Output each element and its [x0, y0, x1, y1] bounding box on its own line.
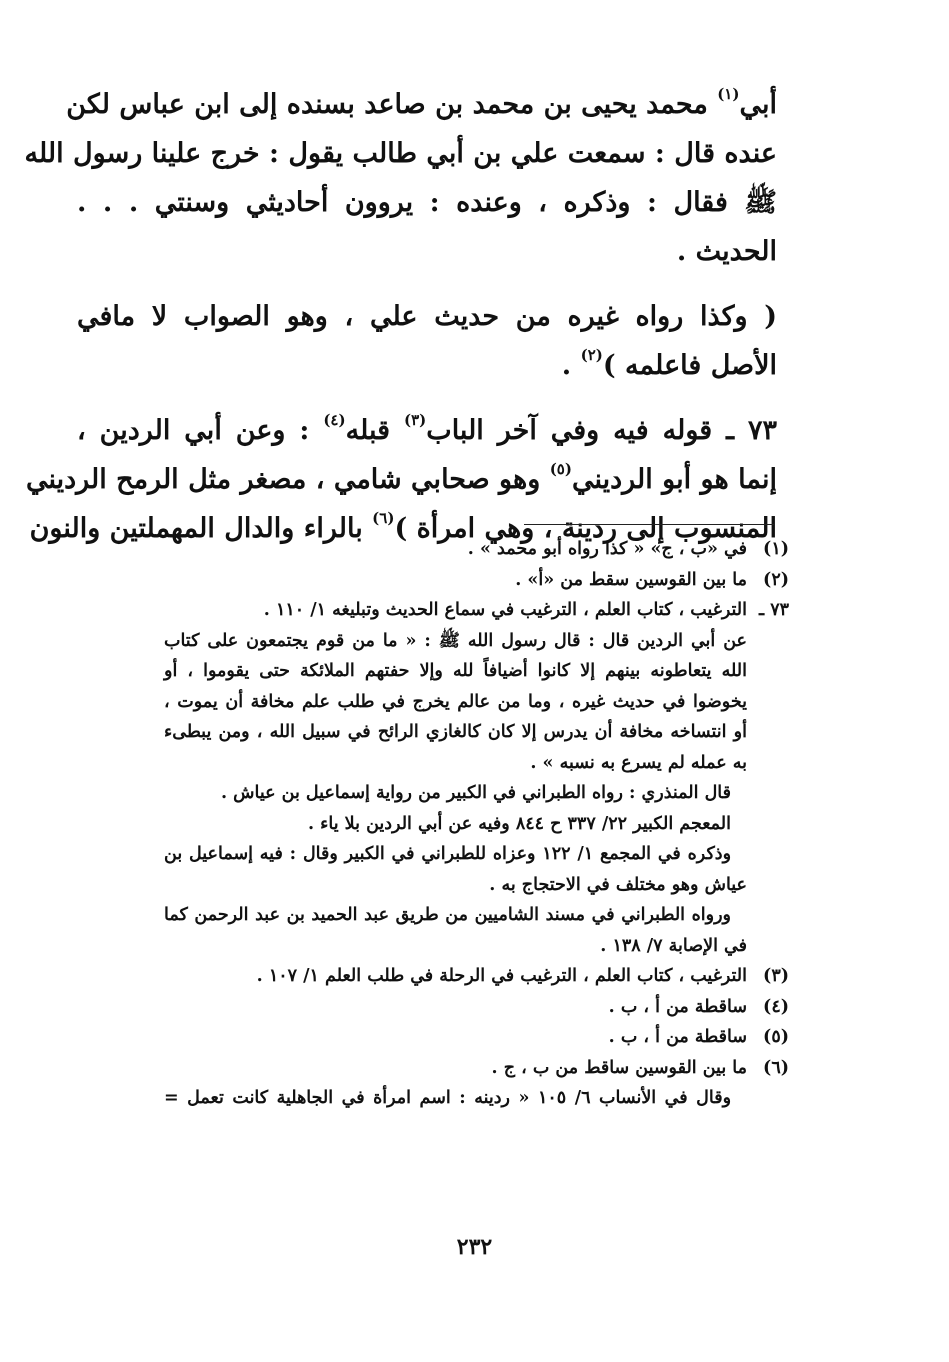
footnote-text: به عمله لم يسرع به نسبه » .	[530, 752, 747, 773]
footnote-marker: (١)	[717, 85, 740, 103]
line-text: .	[561, 350, 581, 381]
footnote-line	[164, 626, 789, 657]
footnote-number: ٧٣ ـ	[758, 600, 789, 620]
footnote-number: (٤)	[763, 996, 789, 1017]
line-text: أبي	[739, 89, 777, 120]
main-text-line	[77, 178, 777, 227]
footnote-line	[164, 870, 789, 901]
line-text: بالراء والدال المهملتين والنون	[29, 513, 373, 544]
footnote-text: وقال في الأنساب ٦/ ١٠٥ « ردينه : اسم امرأة في الجاهلية كانت تعمل =	[164, 1088, 732, 1108]
footnote-line	[164, 931, 789, 962]
line-text: الحديث .	[676, 236, 777, 267]
main-text-line	[77, 227, 777, 276]
footnote-text: قال المنذري : رواه الطبراني في الكبير من رواية إسماعيل بن عياش .	[220, 783, 731, 803]
footnote-marker: (٦)	[372, 509, 395, 527]
footnote-text: يخوضوا في حديث غيره ، وما من عالم يخرج في طلب علم مخافة أن يموت ،	[164, 691, 747, 712]
footnote-line	[164, 992, 789, 1023]
footnote-text: الله يتعاطونه بينهم إلا كانوا أضيافاً لله وإلا حفتهم الملائكة حتى يقوموا ، أو	[164, 661, 747, 681]
footnote-line	[164, 778, 789, 809]
footnote-text: ورواه الطبراني في مسند الشاميين من طريق عبد الحميد بن عبد الرحمن كما	[164, 905, 731, 925]
footnote-line	[164, 687, 789, 718]
footnote-number: (٢)	[763, 569, 789, 590]
footnote-line	[164, 809, 789, 840]
line-text: ( وكذا رواه غيره من حديث علي ، وهو الصواب لا مافي	[77, 301, 777, 332]
footnote-line	[164, 534, 789, 565]
footnote-line	[164, 839, 789, 870]
footnote-text: ما بين القوسين سقط من «أ» .	[515, 569, 747, 590]
footnote-text: أو انتساخه مخافة أن يدرس إلا كان كالغازي الرائح في سبيل الله ، ومن يبطىء	[164, 722, 747, 742]
paragraph-gap	[77, 390, 777, 406]
main-text-line	[66, 80, 777, 129]
footnote-line	[164, 656, 789, 687]
main-text-line	[77, 292, 777, 341]
line-text: ٧٣ ـ قوله فيه وفي آخر الباب	[426, 415, 777, 446]
main-text-line	[77, 341, 777, 390]
footnote-line	[164, 1053, 789, 1084]
line-text: الأصل فاعلمه )	[602, 350, 777, 381]
line-text: المنسوب إلى ردينة ، وهي امرأة )	[394, 513, 777, 544]
footnote-marker: (٤)	[323, 411, 346, 429]
line-text: ﷺ فقال : وذكره ، وعنده : يروون أحاديثي وسنتي . . .	[77, 187, 777, 218]
main-text-line	[25, 455, 777, 504]
footnote-number: (١)	[763, 539, 789, 559]
main-text-line	[24, 129, 777, 178]
footnote-text: وذكره في المجمع ١/ ١٢٢ وعزاه للطبراني في الكبير وقال : فيه إسماعيل بن	[164, 844, 732, 864]
footnote-line	[164, 900, 789, 931]
footnote-line	[164, 748, 789, 779]
footnote-marker: (٣)	[404, 411, 427, 429]
page-number: ٢٣٢	[456, 1234, 493, 1260]
footnote-line	[164, 595, 789, 626]
footnote-text: في «ب ، ج» « كذا رواه أبو محمد » .	[467, 539, 747, 559]
footnote-line	[164, 565, 789, 596]
paragraph-gap	[77, 276, 777, 292]
footnote-text: ساقطة من أ ، ب .	[608, 996, 747, 1017]
footnote-text: ساقطة من أ ، ب .	[608, 1027, 747, 1047]
footnote-marker: (٥)	[549, 460, 572, 478]
footnote-text: الترغيب ، كتاب العلم ، الترغيب في الرحلة في طلب العلم ١/ ١٠٧ .	[256, 966, 747, 986]
footnote-number: (٥)	[763, 1027, 789, 1047]
main-text-line	[77, 406, 777, 455]
footnote-text: المعجم الكبير ٢٢/ ٣٣٧ ح ٨٤٤ وفيه عن أبي الردين بلا ياء .	[307, 813, 731, 834]
footnote-number: (٦)	[763, 1057, 789, 1078]
footnote-number: (٣)	[763, 966, 789, 986]
footnotes-section	[164, 534, 789, 1114]
footnote-line	[164, 1083, 789, 1114]
footnote-line	[164, 717, 789, 748]
footnote-separator	[524, 524, 774, 525]
footnote-text: عن أبي الردين قال : قال رسول الله ﷺ : « ما من قوم يجتمعون على كتاب	[164, 630, 747, 651]
footnote-text: في الإصابة ٧/ ١٣٨ .	[600, 935, 747, 956]
line-text: قبله	[345, 415, 404, 446]
line-text: إنما هو أبو الرديني	[571, 464, 777, 495]
footnote-marker: (٢)	[580, 346, 603, 364]
line-text: عنده قال : سمعت علي بن أبي طالب يقول : خرج علينا رسول الله	[24, 138, 777, 169]
line-text: محمد يحيى بن محمد بن صاعد بسنده إلى ابن عباس لكن	[66, 89, 718, 120]
footnote-line	[164, 1022, 789, 1053]
footnote-text: ما بين القوسين ساقط من ب ، ج .	[491, 1057, 747, 1078]
footnote-line	[164, 961, 789, 992]
line-text: وهو صحابي شامي ، مصغر مثل الرمح الرديني	[25, 464, 550, 495]
footnote-text: عياش وهو مختلف في الاحتجاج به .	[489, 874, 747, 895]
footnote-text: الترغيب ، كتاب العلم ، الترغيب في سماع الحديث وتبليغه ١/ ١١٠ .	[263, 600, 747, 620]
line-text: : وعن أبي الردين ،	[77, 415, 324, 446]
main-text-body	[24, 80, 777, 553]
